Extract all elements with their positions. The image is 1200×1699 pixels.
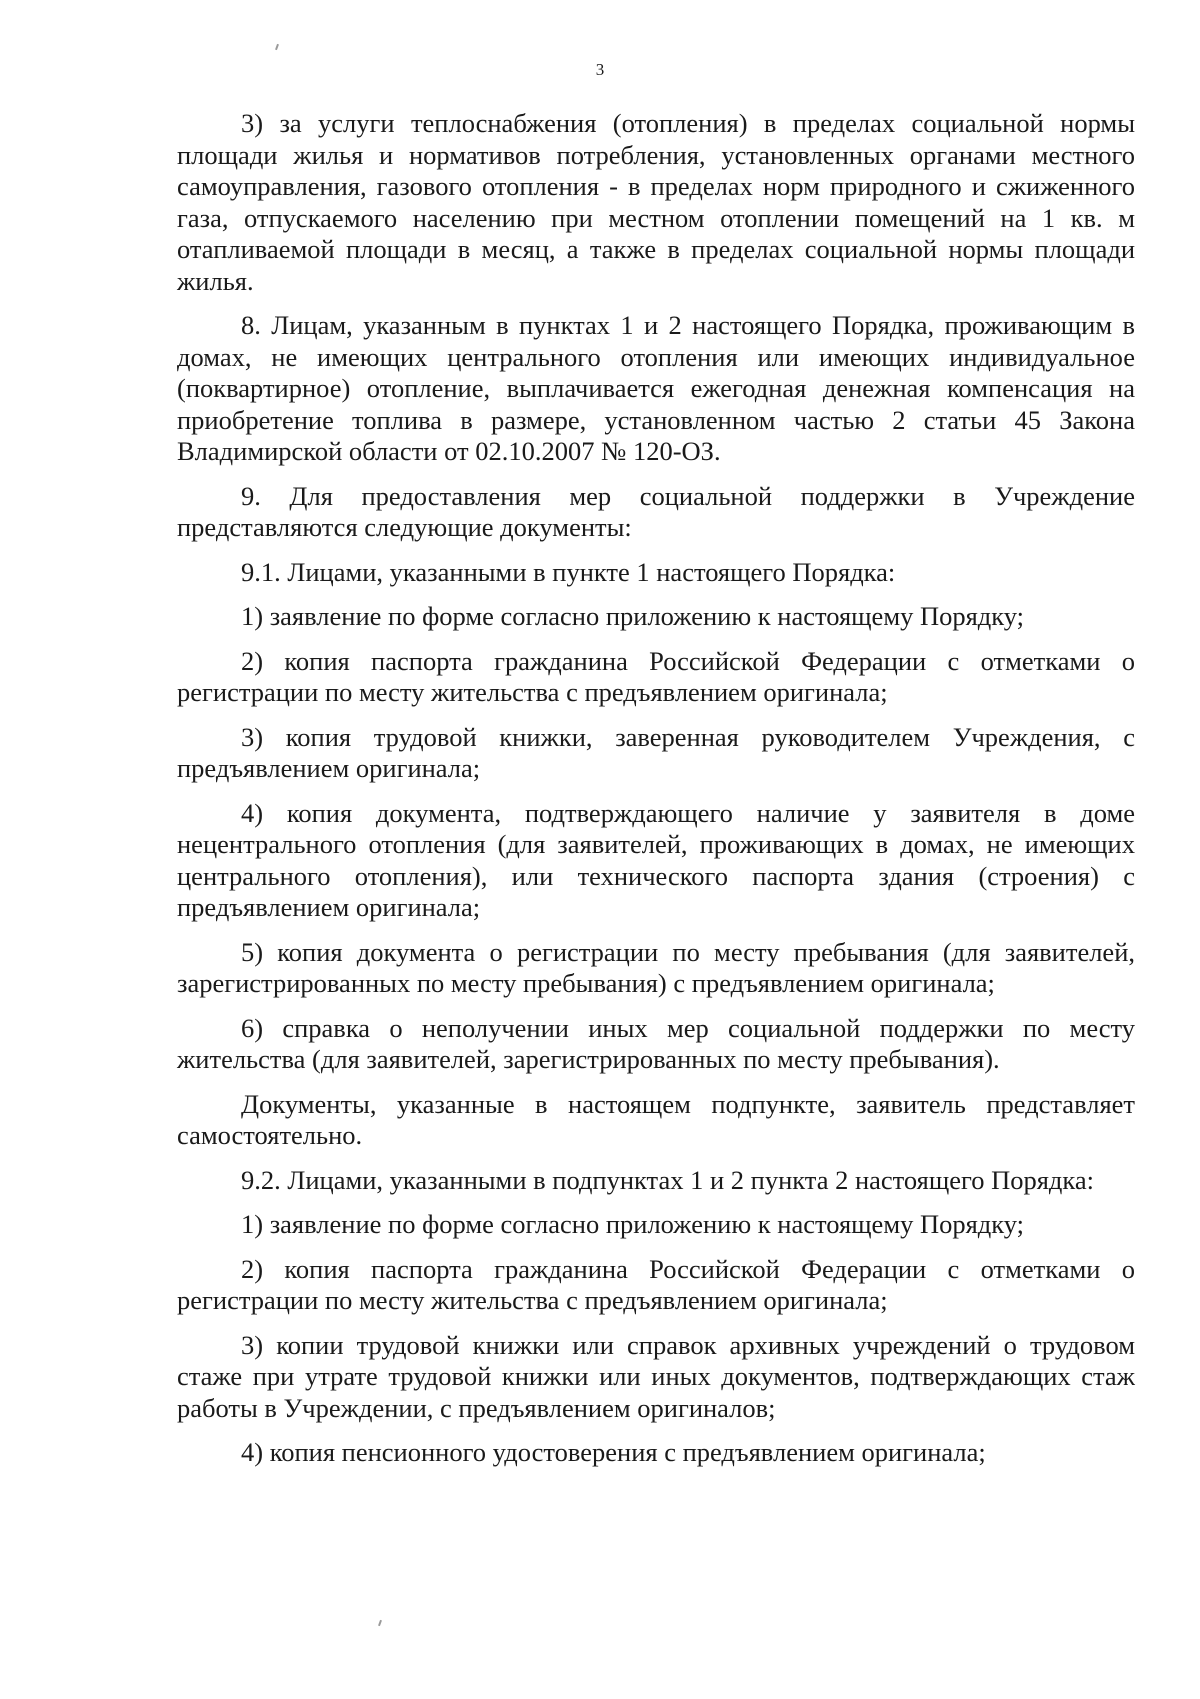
- paragraph-9-2-item-3: 3) копии трудовой книжки или справок архивных учреждений о трудовом стаже при утрате трудовой книжки или иных документов, подтверждающих стаж работы в Учреждении, с предъявлением оригиналов;: [177, 1329, 1135, 1423]
- paragraph-9-2-heading: 9.2. Лицами, указанными в подпунктах 1 и 2 пункта 2 настоящего Порядка:: [241, 1164, 1094, 1195]
- paragraph-8-fuel-compensation: 8. Лицам, указанным в пунктах 1 и 2 настоящего Порядка, проживающим в домах, не имеющих центрального отопления или имеющих индивидуальное (поквартирное) отопление, выплачивается ежегодная денежная компенсация на приобретение топлива в размере, установленном частью 2 статьи 45 Закона Владимирской области от 02.10.2007 № 120-ОЗ.: [177, 310, 1135, 466]
- paragraph-9-2-item-4: 4) копия пенсионного удостоверения с предъявлением оригинала;: [241, 1437, 986, 1467]
- paragraph-9-1-item-2: 2) копия паспорта гражданина Российской Федерации с отметками о регистрации по месту жительства с предъявлением оригинала;: [177, 645, 1135, 707]
- paragraph-9-1-item-5: 5) копия документа о регистрации по месту пребывания (для заявителей, зарегистрированных по месту пребывания) с предъявлением оригинала;: [177, 936, 1135, 998]
- paragraph-9-1-item-6: 6) справка о неполучении иных мер социальной поддержки по месту жительства (для заявителей, зарегистрированных по месту пребывания).: [177, 1012, 1135, 1074]
- paragraph-9-1-note: Документы, указанные в настоящем подпункте, заявитель представляет самостоятельно.: [177, 1088, 1135, 1150]
- paragraph-9-2-item-1: 1) заявление по форме согласно приложению к настоящему Порядку;: [241, 1209, 1025, 1239]
- paragraph-9-1-item-1: 1) заявление по форме согласно приложению к настоящему Порядку;: [241, 601, 1025, 631]
- page-number: 3: [595, 60, 605, 79]
- scan-speck: [275, 44, 279, 50]
- document-body: [177, 108, 1135, 1482]
- paragraph-9-1-item-4: 4) копия документа, подтверждающего наличие у заявителя в доме нецентрального отопления (для заявителей, проживающих в домах, не имеющих центрального отопления), или технического паспорта здания (строения) с предъявлением оригинала;: [177, 797, 1135, 922]
- paragraph-9-documents: 9. Для предоставления мер социальной поддержки в Учреждение представляются следующие документы:: [177, 480, 1135, 542]
- paragraph-item-3-heating: 3) за услуги теплоснабжения (отопления) в пределах социальной нормы площади жилья и нормативов потребления, установленных органами местного самоуправления, газового отопления - в пределах норм природного и сжиженного газа, отпускаемого населению при местном отоплении помещений на 1 кв. м отапливаемой площади в месяц, а также в пределах социальной нормы площади жилья.: [177, 108, 1135, 296]
- paragraph-9-1-item-3: 3) копия трудовой книжки, заверенная руководителем Учреждения, с предъявлением оригинала;: [177, 721, 1135, 783]
- paragraph-9-2-item-2: 2) копия паспорта гражданина Российской Федерации с отметками о регистрации по месту жительства с предъявлением оригинала;: [177, 1253, 1135, 1315]
- paragraph-9-1-heading: 9.1. Лицами, указанными в пункте 1 настоящего Порядка:: [241, 556, 896, 587]
- scan-speck: [378, 1620, 382, 1626]
